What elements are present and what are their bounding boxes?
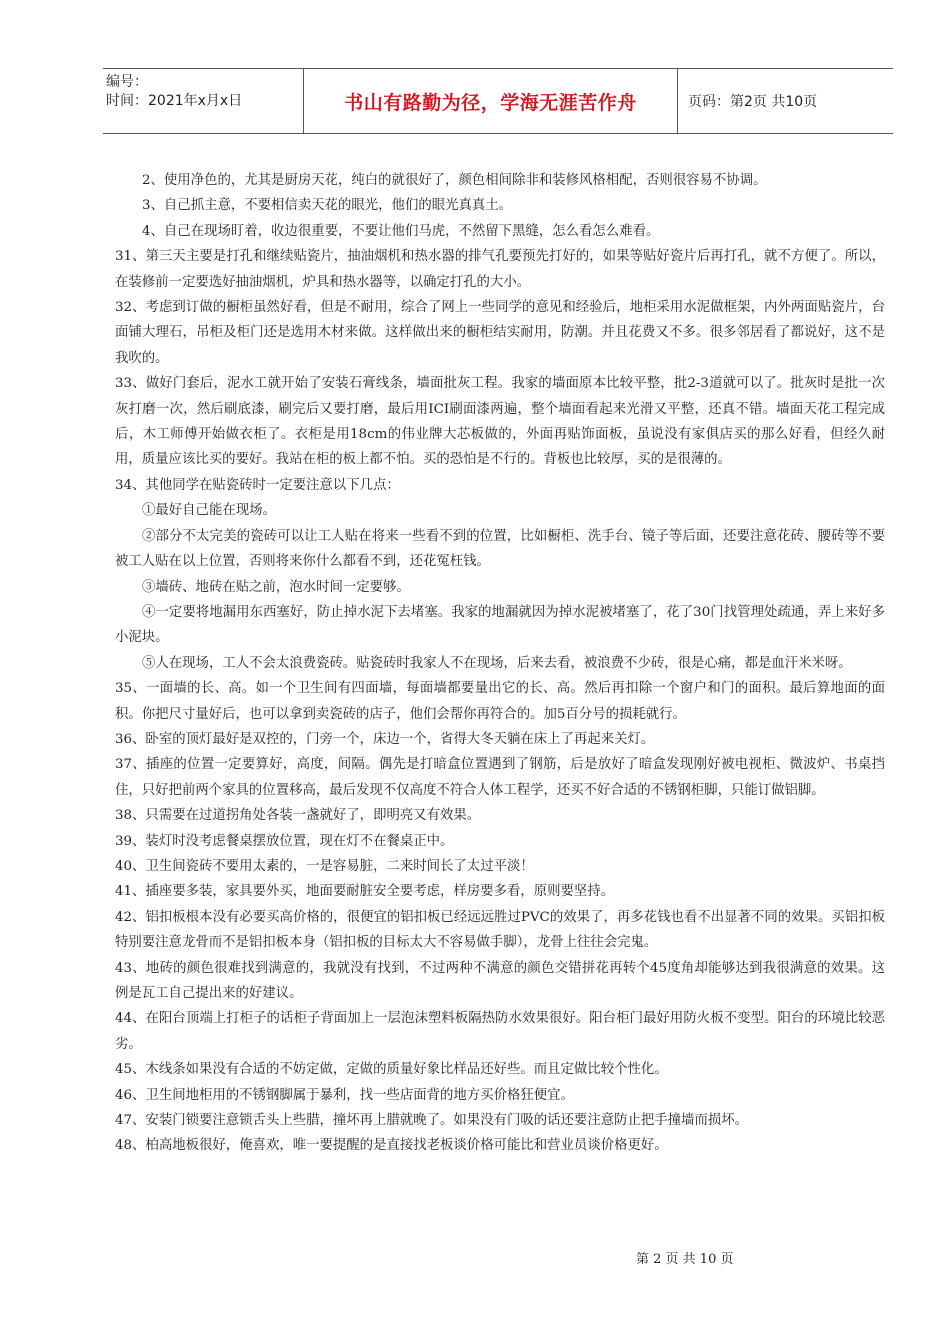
paragraph: 40、卫生间瓷砖不要用太素的，一是容易脏，二来时间长了太过平淡！ bbox=[115, 858, 534, 874]
header-page-label: 页码：第2页 共10页 bbox=[688, 94, 818, 110]
document-body bbox=[115, 168, 885, 1159]
header-meta bbox=[103, 69, 304, 133]
paragraph: 39、装灯时没考虑餐桌摆放位置，现在灯不在餐桌正中。 bbox=[115, 833, 454, 849]
paragraph: 45、木线条如果没有合适的不妨定做，定做的质量好象比样品还好些。而且定做比较个性化。 bbox=[115, 1062, 668, 1078]
paragraph: 35、一面墙的长、高。如一个卫生间有四面墙，每面墙都要量出它的长、高。然后再扣除一个窗户和门的面积。最后算地面的面积。你把尺寸量好后，也可以拿到卖瓷砖的店子，他们会帮你再符合的。加5百分号的损耗就行。 bbox=[115, 681, 885, 722]
paragraph: 32、考虑到订做的橱柜虽然好看，但是不耐用，综合了网上一些同学的意见和经验后，地柜采用水泥做框架，内外两面贴瓷片，台面铺大理石，吊柜及柜门还是选用木材来做。这样做出来的橱柜结实耐用，防潮。并且花费又不多。很多邻居看了都说好，这不是我吹的。 bbox=[115, 300, 885, 366]
paragraph: 44、在阳台顶端上打柜子的话柜子背面加上一层泡沫塑料板隔热防水效果很好。阳台柜门最好用防火板不变型。阳台的环境比较恶劣。 bbox=[115, 1011, 885, 1052]
paragraph: 4、自己在现场盯着，收边很重要，不要让他们马虎，不然留下黑缝，怎么看怎么难看。 bbox=[142, 223, 660, 239]
paragraph: 36、卧室的顶灯最好是双控的，门旁一个，床边一个，省得大冬天躺在床上了再起来关灯。 bbox=[115, 731, 655, 747]
header-motto: 书山有路勤为径，学海无涯苦作舟 bbox=[304, 69, 678, 133]
paragraph: 41、插座要多装，家具要外买，地面要耐脏安全要考虑，样房要多看，原则要坚持。 bbox=[115, 884, 615, 900]
paragraph: 34、其他同学在贴瓷砖时一定要注意以下几点： bbox=[115, 477, 400, 493]
paragraph: 38、只需要在过道拐角处各装一盏就好了，即明亮又有效果。 bbox=[115, 808, 481, 824]
paragraph: 46、卫生间地柜用的不锈钢脚属于暴利，找一些店面背的地方买价格狂便宜。 bbox=[115, 1087, 574, 1103]
paragraph: 47、安装门锁要注意锁舌头上些腊，撞坏再上腊就晚了。如果没有门吸的话还要注意防止把手撞墙而损坏。 bbox=[115, 1113, 749, 1129]
list-item: ④一定要将地漏用东西塞好，防止掉水泥下去堵塞。我家的地漏就因为掉水泥被堵塞了，花了30门找管理处疏通，弄上来好多小泥块。 bbox=[115, 604, 885, 646]
list-item: ⑤人在现场，工人不会太浪费瓷砖。贴瓷砖时我家人不在现场，后来去看，被浪费不少砖，很是心痛，都是血汗米米呀。 bbox=[142, 655, 852, 671]
page-header bbox=[103, 68, 893, 134]
header-time-label: 时间：2021年x月x日 bbox=[106, 93, 243, 109]
paragraph: 43、地砖的颜色很难找到满意的，我就没有找到，不过两种不满意的颜色交错拼花再转个45度角却能够达到我很满意的效果。这例是瓦工自己提出来的好建议。 bbox=[115, 960, 885, 1001]
list-item: ②部分不太完美的瓷砖可以让工人贴在将来一些看不到的位置，比如橱柜、洗手台、镜子等后面，还要注意花砖、腰砖等不要被工人贴在以上位置，否则将来你什么都看不到，还花冤枉钱。 bbox=[115, 528, 885, 570]
paragraph: 33、做好门套后，泥水工就开始了安装石膏线条，墙面批灰工程。我家的墙面原本比较平整，批2-3道就可以了。批灰时是批一次灰打磨一次，然后刷底漆，刷完后又要打磨，最后用ICI刷面漆两遍，整个墙面看起来光滑又平整，还真不错。墙面天花工程完成后，木工师傅开始做衣柜了。衣柜是用18cm的伟业牌大芯板做的，外面再贴饰面板，虽说没有家俱店买的那么好看，但经久耐用，质量应该比买的要好。我站在柜的板上都不怕。买的恐怕是不行的。背板也比较厚，买的是很薄的。 bbox=[115, 376, 885, 468]
paragraph: 48、柏高地板很好，俺喜欢，唯一要提醒的是直接找老板谈价格可能比和营业员谈价格更好。 bbox=[115, 1138, 668, 1154]
paragraph: 37、插座的位置一定要算好，高度，间隔。偶先是打暗盒位置遇到了钢筋，后是放好了暗盒发现刚好被电视柜、微波炉、书桌挡住，只好把前两个家具的位置移高，最后发现不仅高度不符合人体工程学，还买不好合适的不锈钢柜脚，只能订做铝脚。 bbox=[115, 757, 885, 798]
list-item: ①最好自己能在现场。 bbox=[142, 503, 276, 519]
header-number-label: 编号： bbox=[106, 74, 148, 90]
list-item: ③墙砖、地砖在贴之前，泡水时间一定要够。 bbox=[142, 579, 410, 595]
paragraph: 3、自己抓主意，不要相信卖天花的眼光，他们的眼光真真土。 bbox=[142, 198, 513, 214]
paragraph: 31、第三天主要是打孔和继续贴瓷片，抽油烟机和热水器的排气孔要预先打好的，如果等贴好瓷片后再打孔，就不方便了。所以，在装修前一定要选好抽油烟机，炉具和热水器等，以确定打孔的大小。 bbox=[115, 249, 885, 290]
paragraph: 2、使用净色的，尤其是厨房天花，纯白的就很好了，颜色相间除非和装修风格相配，否则很容易不协调。 bbox=[142, 173, 767, 188]
page-footer: 第 2 页 共 10 页 bbox=[636, 1252, 734, 1267]
paragraph: 42、铝扣板根本没有必要买高价格的，很便宜的铝扣板已经远远胜过PVC的效果了，再多花钱也看不出显著不同的效果。买铝扣板特别要注意龙骨而不是铝扣板本身（铝扣板的目标太大不容易做手脚），龙骨上往往会完鬼。 bbox=[115, 909, 885, 951]
